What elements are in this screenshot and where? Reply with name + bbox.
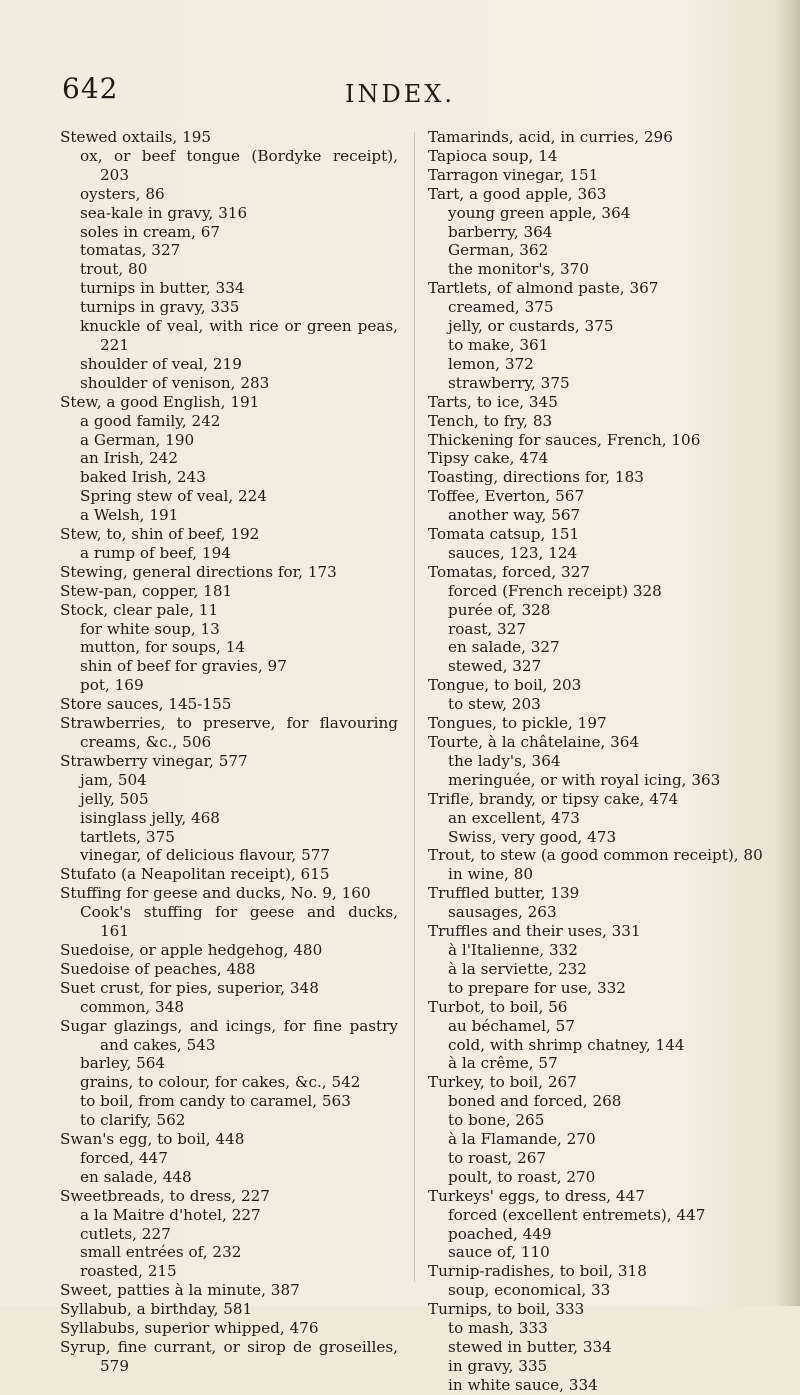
index-subentry: lemon, 372 <box>448 354 534 373</box>
index-entry: Tarragon vinegar, 151 <box>428 165 599 184</box>
index-subentry: roast, 327 <box>448 619 526 638</box>
index-entry: Tarts, to ice, 345 <box>428 392 558 411</box>
index-subentry: common, 348 <box>80 997 185 1016</box>
index-subentry: turnips in gravy, 335 <box>80 298 240 317</box>
index-entry: Syllabub, a birthday, 581 <box>60 1300 253 1319</box>
index-subentry: shin of beef for gravies, 97 <box>80 657 287 676</box>
index-subentry: creams, &c., 506 <box>80 733 212 751</box>
index-subentry: to roast, 267 <box>448 1148 547 1167</box>
index-subentry: another way, 567 <box>448 506 581 525</box>
index-subentry: to stew, 203 <box>448 695 541 714</box>
index-subentry: 203 <box>100 165 129 184</box>
index-subentry: to make, 361 <box>448 335 549 354</box>
index-subentry: boned and forced, 268 <box>448 1092 622 1111</box>
index-subentry: an excellent, 473 <box>448 808 580 827</box>
index-subentry: strawberry, 375 <box>448 373 570 392</box>
index-entry: Tomata catsup, 151 <box>428 525 580 544</box>
index-subentry: barley, 564 <box>80 1054 166 1073</box>
index-subentry: a la Maitre d'hotel, 227 <box>80 1205 261 1224</box>
index-entry: Thickening for sauces, French, 106 <box>428 430 701 449</box>
index-subentry: oysters, 86 <box>80 184 165 203</box>
index-subentry: 161 <box>100 922 129 941</box>
index-subentry: a Welsh, 191 <box>80 506 179 525</box>
index-entry: Truffled butter, 139 <box>428 884 580 903</box>
index-entry: Sugar glazings, and icings, for fine pastry <box>60 1016 398 1035</box>
index-subentry: sauce of, 110 <box>448 1243 550 1262</box>
index-subentry: baked Irish, 243 <box>80 468 206 487</box>
index-subentry: knuckle of veal, with rice or green peas, <box>80 317 398 336</box>
index-entry: Strawberry vinegar, 577 <box>60 751 248 770</box>
index-subentry: jam, 504 <box>80 770 147 789</box>
index-subentry: à l'Italienne, 332 <box>448 940 578 959</box>
index-subentry: soup, economical, 33 <box>448 1281 611 1300</box>
index-subentry: young green apple, 364 <box>448 203 631 222</box>
index-entry: Tamarinds, acid, in curries, 296 <box>428 128 673 146</box>
index-subentry: en salade, 448 <box>80 1167 192 1186</box>
index-subentry: a good family, 242 <box>80 411 221 430</box>
index-column-right <box>428 128 768 1395</box>
index-entry: Toasting, directions for, 183 <box>428 468 644 487</box>
index-subentry: to bone, 265 <box>448 1111 545 1130</box>
index-subentry: sausages, 263 <box>448 903 557 922</box>
index-subentry: a German, 190 <box>80 430 195 449</box>
index-subentry: shoulder of veal, 219 <box>80 354 242 373</box>
index-subentry: meringuée, or with royal icing, 363 <box>448 770 721 789</box>
index-subentry: Swiss, very good, 473 <box>448 827 617 846</box>
index-subentry: roasted, 215 <box>80 1262 177 1281</box>
index-subentry: stewed in butter, 334 <box>448 1338 612 1356</box>
index-subentry: au béchamel, 57 <box>448 1016 575 1035</box>
index-entry: Swan's egg, to boil, 448 <box>60 1130 245 1149</box>
index-entry: Tipsy cake, 474 <box>428 449 549 468</box>
index-subentry: en salade, 327 <box>448 638 560 657</box>
index-subentry: à la serviette, 232 <box>448 959 587 978</box>
index-entry: Trout, to stew (a good common receipt), 80 <box>428 846 763 865</box>
index-entry: Stewed oxtails, 195 <box>60 128 212 146</box>
index-entry: Turkeys' eggs, to dress, 447 <box>428 1186 645 1205</box>
page-number: 642 <box>62 72 119 105</box>
index-subentry: poached, 449 <box>448 1224 552 1243</box>
index-subentry: pot, 169 <box>80 676 144 695</box>
index-subentry: for white soup, 13 <box>80 619 220 638</box>
index-entry: Tapioca soup, 14 <box>428 146 558 165</box>
index-subentry: to prepare for use, 332 <box>448 978 626 997</box>
index-entry: Tartlets, of almond paste, 367 <box>428 279 659 298</box>
index-entry: Truffles and their uses, 331 <box>428 922 641 941</box>
index-subentry: sea-kale in gravy, 316 <box>80 203 248 222</box>
index-subentry: jelly, 505 <box>80 789 149 808</box>
index-subentry: forced (excellent entremets), 447 <box>448 1205 706 1224</box>
index-entry: Turnips, to boil, 333 <box>428 1300 585 1319</box>
index-subentry: vinegar, of delicious flavour, 577 <box>80 846 331 865</box>
index-entry: Toffee, Everton, 567 <box>428 487 585 506</box>
index-entry: Syrup, fine currant, or sirop de groseilles, <box>60 1338 398 1356</box>
index-subentry: trout, 80 <box>80 260 148 279</box>
index-subentry: grains, to colour, for cakes, &c., 542 <box>80 1073 361 1092</box>
index-subentry: and cakes, 543 <box>100 1035 216 1054</box>
index-entry: Turbot, to boil, 56 <box>428 997 568 1016</box>
index-subentry: small entrées of, 232 <box>80 1243 242 1262</box>
index-entry: Stock, clear pale, 11 <box>60 600 219 619</box>
index-subentry: poult, to roast, 270 <box>448 1167 596 1186</box>
index-entry: Tench, to fry, 83 <box>428 411 553 430</box>
index-entry: Trifle, brandy, or tipsy cake, 474 <box>428 789 679 808</box>
index-entry: Suet crust, for pies, superior, 348 <box>60 978 319 997</box>
index-entry: Store sauces, 145-155 <box>60 695 232 714</box>
index-subentry: in wine, 80 <box>448 865 534 884</box>
index-entry: Strawberries, to preserve, for flavouring <box>60 714 398 733</box>
index-subentry: 579 <box>100 1356 129 1375</box>
index-subentry: 221 <box>100 335 129 354</box>
index-subentry: the monitor's, 370 <box>448 260 590 279</box>
index-subentry: turnips in butter, 334 <box>80 279 245 298</box>
index-subentry: the lady's, 364 <box>448 751 561 770</box>
column-divider <box>414 132 415 1282</box>
index-subentry: German, 362 <box>448 241 549 260</box>
index-subentry: forced, 447 <box>80 1148 168 1167</box>
index-entry: Stew, a good English, 191 <box>60 392 260 411</box>
index-subentry: à la crême, 57 <box>448 1054 558 1073</box>
index-subentry: creamed, 375 <box>448 298 554 317</box>
index-entry: Stufato (a Neapolitan receipt), 615 <box>60 865 330 884</box>
index-entry: Stewing, general directions for, 173 <box>60 562 337 581</box>
index-subentry: to clarify, 562 <box>80 1111 186 1130</box>
index-subentry: shoulder of venison, 283 <box>80 373 270 392</box>
index-entry: Tongue, to boil, 203 <box>428 676 582 695</box>
index-subentry: cutlets, 227 <box>80 1224 171 1243</box>
index-subentry: ox, or beef tongue (Bordyke receipt), <box>80 146 398 165</box>
index-subentry: Cook's stuffing for geese and ducks, <box>80 903 398 922</box>
index-subentry: stewed, 327 <box>448 657 542 676</box>
index-column-left <box>60 128 398 1376</box>
index-subentry: soles in cream, 67 <box>80 222 221 241</box>
index-subentry: tomatas, 327 <box>80 241 181 260</box>
index-entry: Stew, to, shin of beef, 192 <box>60 525 260 544</box>
index-entry: Sweetbreads, to dress, 227 <box>60 1186 270 1205</box>
index-subentry: purée of, 328 <box>448 600 551 619</box>
index-subentry: a rump of beef, 194 <box>80 543 231 562</box>
index-entry: Tongues, to pickle, 197 <box>428 714 607 733</box>
index-subentry: to mash, 333 <box>448 1319 548 1338</box>
index-entry: Tomatas, forced, 327 <box>428 562 591 581</box>
index-subentry: cold, with shrimp chatney, 144 <box>448 1035 685 1054</box>
index-subentry: mutton, for soups, 14 <box>80 638 246 657</box>
index-entry: Stuffing for geese and ducks, No. 9, 160 <box>60 884 371 903</box>
index-entry: Sweet, patties à la minute, 387 <box>60 1281 300 1300</box>
index-entry: Turnip-radishes, to boil, 318 <box>428 1262 647 1281</box>
index-entry: Suedoise of peaches, 488 <box>60 959 256 978</box>
index-subentry: tartlets, 375 <box>80 827 175 846</box>
index-entry: Syllabubs, superior whipped, 476 <box>60 1319 319 1338</box>
page-title: INDEX. <box>345 80 455 108</box>
index-subentry: an Irish, 242 <box>80 449 178 468</box>
index-entry: Suedoise, or apple hedgehog, 480 <box>60 940 323 959</box>
index-subentry: barberry, 364 <box>448 222 553 241</box>
index-subentry: forced (French receipt) 328 <box>448 581 662 600</box>
index-subentry: in white sauce, 334 <box>448 1375 598 1394</box>
index-entry: Tourte, à la châtelaine, 364 <box>428 733 640 751</box>
index-subentry: in gravy, 335 <box>448 1356 548 1375</box>
index-subentry: sauces, 123, 124 <box>448 543 578 562</box>
index-subentry: to boil, from candy to caramel, 563 <box>80 1092 351 1111</box>
index-entry: Turkey, to boil, 267 <box>428 1073 577 1092</box>
index-entry: Tart, a good apple, 363 <box>428 184 607 203</box>
index-entry: Stew-pan, copper, 181 <box>60 581 233 600</box>
index-subentry: isinglass jelly, 468 <box>80 808 220 827</box>
index-subentry: jelly, or custards, 375 <box>448 317 614 336</box>
index-subentry: à la Flamande, 270 <box>448 1130 596 1149</box>
index-subentry: Spring stew of veal, 224 <box>80 487 268 506</box>
